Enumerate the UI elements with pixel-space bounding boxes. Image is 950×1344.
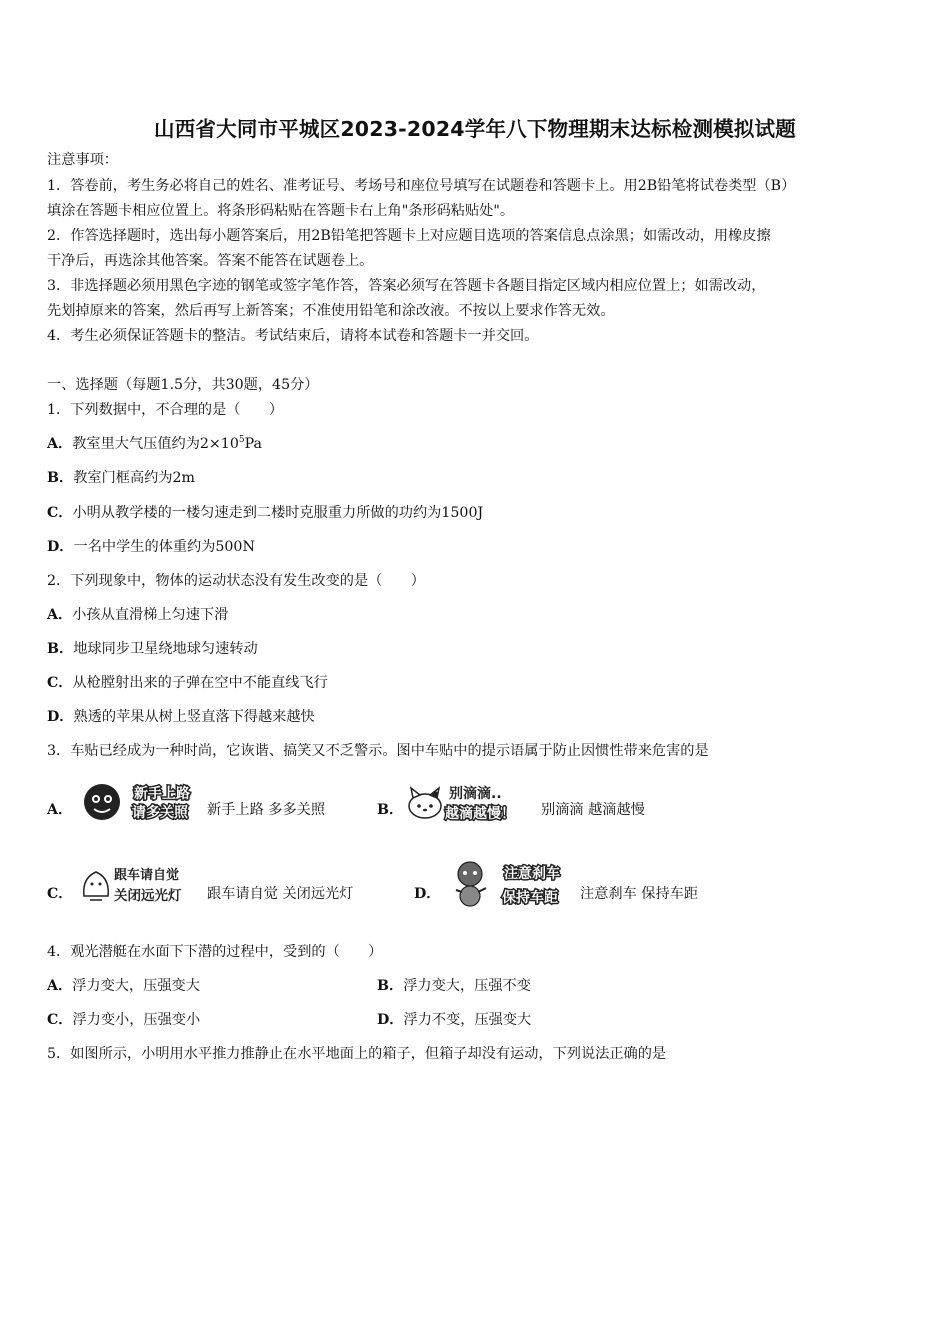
q4-option-c [47,1010,200,1030]
sticker-line-2: 越滴越慢！ [445,806,515,822]
question-2-stem: 2．下列现象中，物体的运动状态没有发生改变的是（ ） [47,573,425,589]
q1-option-a [47,434,262,454]
hello-kitty-sticker-image [405,780,537,824]
option-label: A． [47,978,73,994]
option-text: 教室门框高约为2m [73,470,195,486]
page-title: 山西省大同市平城区2023-2024学年八下物理期末达标检测模拟试题 [154,117,796,141]
notice-line: 2．作答选择题时，选出每小题答案后，用2B铅笔把答题卡上对应题目选项的答案信息点涂黑；如需改动，用橡皮擦 [47,228,771,244]
option-label: C． [47,886,73,902]
option-unit: Pa [244,436,262,452]
sticker-line-1: 别滴滴.. [449,786,502,802]
section-heading: 一、选择题（每题1.5分，共30题，45分） [47,377,319,393]
notice-line: 4．考生必须保证答题卡的整洁。考试结束后，请将本试卷和答题卡一并交回。 [47,328,539,344]
option-label: B． [377,978,404,994]
option-label: B． [47,470,74,486]
sticker-line-2: 保持车距 [502,890,558,906]
q1-option-b [47,468,195,488]
option-label: A． [47,436,73,452]
q1-option-c [47,503,483,523]
question-1-stem: 1．下列数据中，不合理的是（ ） [47,402,284,418]
option-text: 从枪膛射出来的子弹在空中不能直线飞行 [72,675,328,691]
option-label: D． [47,539,74,555]
notice-heading: 注意事项： [47,152,118,168]
sticker-line-1: 跟车请自觉 [114,868,180,883]
option-label: C． [47,675,73,691]
option-label: B． [47,641,74,657]
notice-line: 干净后，再选涂其他答案。答案不能答在试题卷上。 [47,253,374,269]
option-label: D． [47,709,74,725]
q2-option-b [47,639,258,659]
sticker-line-1: 新手上路 [134,786,190,802]
question-5-stem: 5．如图所示，小明用水平推力推静止在水平地面上的箱子，但箱子却没有运动，下列说法正确的是 [47,1046,667,1062]
option-text: 一名中学生的体重约为500N [73,539,255,555]
q4-option-a [47,976,200,996]
option-label: B． [377,802,404,818]
q4-option-b [377,976,531,996]
option-text: 小孩从直滑梯上匀速下滑 [72,607,229,623]
option-text: 浮力不变，压强变大 [403,1012,532,1028]
option-text: 跟车请自觉 关闭远光灯 [207,886,354,902]
question-4-stem: 4．观光潜艇在水面下下潜的过程中，受到的（ ） [47,944,383,960]
notice-line: 1．答卷前，考生务必将自己的姓名、准考证号、考场号和座位号填写在试题卷和答题卡上。用2B铅笔将试卷类型（B） [47,178,796,194]
option-label: D． [377,1012,404,1028]
q2-option-a [47,605,228,625]
q2-option-c [47,673,328,693]
option-text: 浮力变大，压强不变 [403,978,531,994]
option-label: D． [414,886,441,902]
option-label: A． [47,802,73,818]
option-text: 注意刹车 保持车距 [580,886,699,902]
question-3-stem: 3．车贴已经成为一种时尚，它诙谐、搞笑又不乏警示。图中车贴中的提示语属于防止因惯性带来危害的是 [47,743,709,759]
option-text: 别滴滴 越滴越慢 [541,802,645,818]
option-label: C． [47,505,73,521]
notice-line: 3．非选择题必须用黑色字迹的钢笔或签字笔作答，答案必须写在答题卡各题目指定区域内相应位置上；如需改动， [47,278,766,294]
notice-line: 填涂在答题卡相应位置上。将条形码粘贴在答题卡右上角"条形码粘贴处"。 [47,203,515,219]
headlight-sticker-image [78,862,202,908]
sticker-line-2: 关闭远光灯 [114,888,182,904]
sticker-line-2: 请多关照 [132,805,188,821]
sticker-line-1: 注意刹车 [504,866,560,882]
notice-line: 先划掉原来的答案，然后再写上新答案；不准使用铅笔和涂改液。不按以上要求作答无效。 [47,303,615,319]
option-text: 新手上路 多多关照 [207,802,326,818]
option-text: 浮力变大，压强变大 [72,978,200,994]
option-label: A． [47,607,73,623]
option-text: 教室里大气压值约为2×10 [72,436,239,452]
option-text: 地球同步卫星绕地球匀速转动 [73,641,258,657]
option-text: 浮力变小，压强变小 [72,1012,201,1028]
q4-option-d [377,1010,531,1030]
q1-option-d [47,537,255,557]
superscript: 5 [238,435,245,445]
keep-distance-sticker-image [452,858,576,910]
q2-option-d [47,707,315,727]
option-text: 熟透的苹果从树上竖直落下得越来越快 [73,709,315,725]
novice-driver-sticker-image [80,777,202,827]
option-label: C． [47,1012,73,1028]
option-text: 小明从教学楼的一楼匀速走到二楼时克服重力所做的功约为1500J [72,505,484,521]
